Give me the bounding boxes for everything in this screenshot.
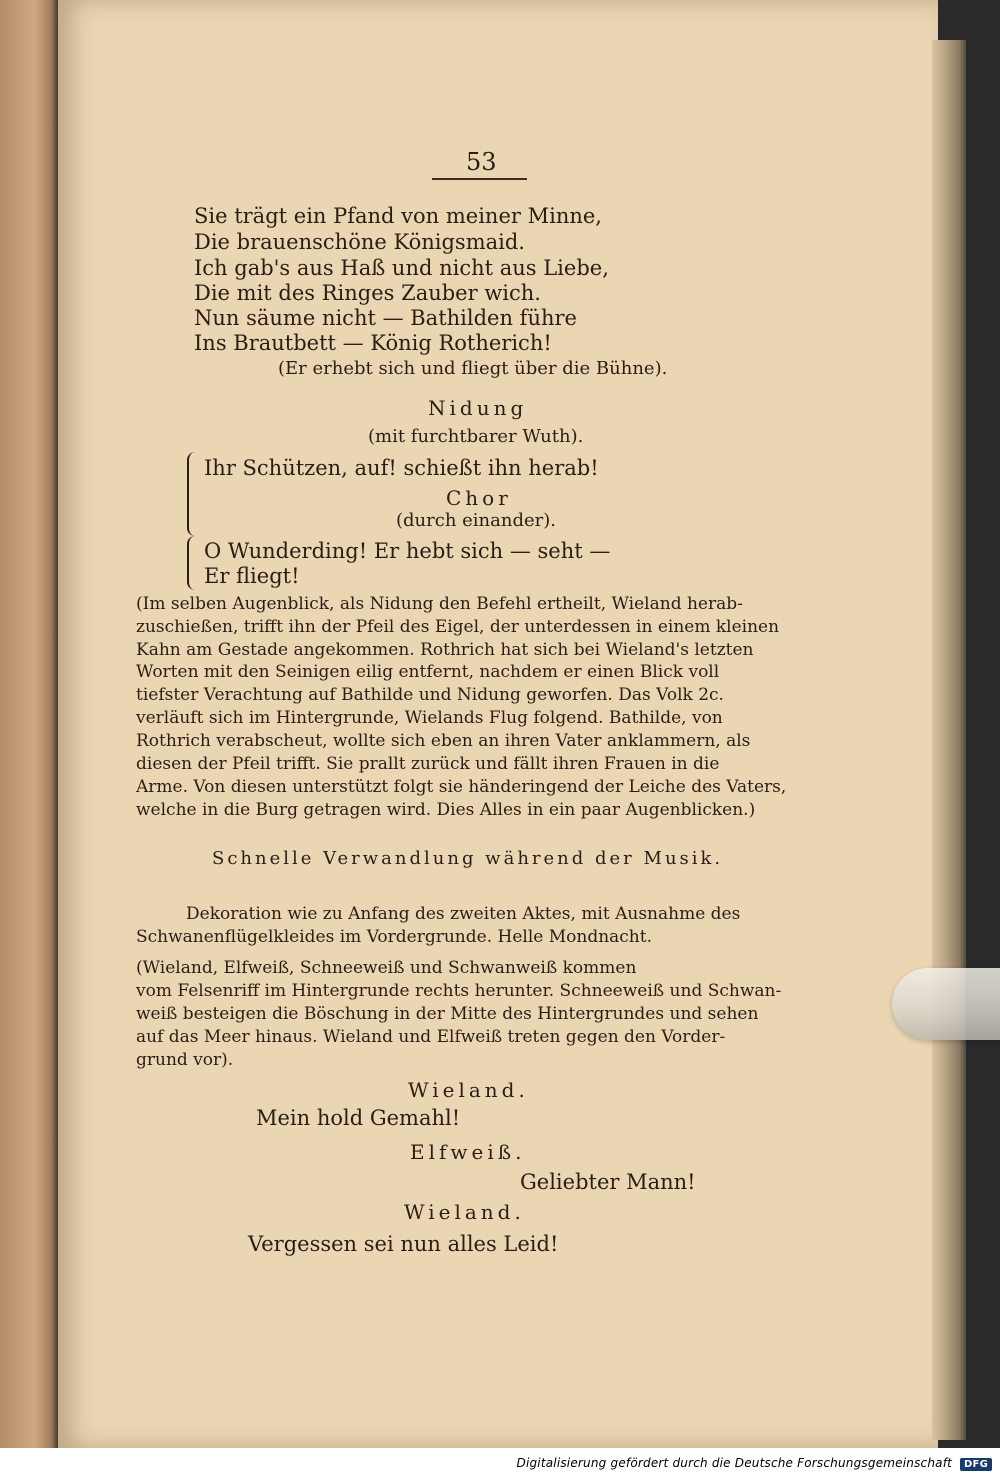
decoration-line: Schwanenflügelkleides im Vordergrunde. Helle Mondnacht. (136, 927, 652, 947)
decoration-line: Dekoration wie zu Anfang des zweiten Aktes, mit Ausnahme des (186, 904, 741, 924)
prose-line: vom Felsenriff im Hintergrunde rechts herunter. Schneeweiß und Schwan- (136, 981, 782, 1001)
verse-line: Sie trägt ein Pfand von meiner Minne, (194, 204, 602, 228)
stage-direction: (Er erhebt sich und fliegt über die Bühne). (278, 358, 668, 379)
prose-line: (Wieland, Elfweiß, Schneeweiß und Schwanweiß kommen (136, 958, 637, 978)
dialogue-line: Ihr Schützen, auf! schießt ihn herab! (204, 456, 599, 480)
prose-line: verläuft sich im Hintergrunde, Wielands Flug folgend. Bathilde, von (136, 708, 723, 728)
verse-line: Ich gab's aus Haß und nicht aus Liebe, (194, 256, 609, 280)
previous-page-edge (0, 0, 58, 1479)
speaker-name: Elfweiß. (410, 1140, 526, 1164)
prose-line: welche in die Burg getragen wird. Dies Alles in ein paar Augenblicken.) (136, 800, 756, 820)
prose-line: diesen der Pfeil trifft. Sie prallt zurück und fällt ihren Frauen in die (136, 754, 720, 774)
prose-line: zuschießen, trifft ihn der Pfeil des Eigel, der unterdessen in einem kleinen (136, 617, 780, 637)
dialogue-line: O Wunderding! Er hebt sich — seht — (204, 539, 611, 563)
prose-line: Rothrich verabscheut, wollte sich eben an ihren Vater anklammern, als (136, 731, 751, 751)
speaker-name: Chor (446, 486, 512, 510)
footer-credit (517, 1456, 993, 1471)
speaker-name: Nidung (428, 396, 528, 420)
page-clip-tab (892, 968, 1000, 1040)
bracket (187, 452, 201, 536)
prose-line: grund vor). (136, 1050, 234, 1070)
page-stack-edge (932, 40, 966, 1440)
verse-line: Die brauenschöne Königsmaid. (194, 230, 525, 254)
prose-line: auf das Meer hinaus. Wieland und Elfweiß treten gegen den Vorder- (136, 1027, 726, 1047)
prose-line: (Im selben Augenblick, als Nidung den Befehl ertheilt, Wieland herab- (136, 594, 743, 614)
verse-line: Ins Brautbett — König Rotherich! (194, 331, 552, 355)
speaker-name: Wieland. (404, 1200, 525, 1224)
stage-direction: (mit furchtbarer Wuth). (368, 426, 584, 447)
dialogue-line: Mein hold Gemahl! (256, 1106, 461, 1130)
dfg-logo: DFG (960, 1458, 992, 1471)
scene-change-heading: Schnelle Verwandlung während der Musik. (212, 848, 724, 869)
bracket (187, 536, 201, 590)
footer-credit-text: Digitalisierung gefördert durch die Deutsche Forschungsgemeinschaft (516, 1456, 953, 1470)
dialogue-line: Er fliegt! (204, 564, 300, 588)
verse-line: Die mit des Ringes Zauber wich. (194, 281, 541, 305)
page-number-rule (432, 178, 527, 180)
speaker-name: Wieland. (408, 1078, 529, 1102)
prose-line: Kahn am Gestade angekommen. Rothrich hat sich bei Wieland's letzten (136, 640, 754, 660)
prose-line: tiefster Verachtung auf Bathilde und Nidung geworfen. Das Volk 2c. (136, 685, 724, 705)
dialogue-line: Geliebter Mann! (520, 1170, 696, 1194)
prose-line: Arme. Von diesen unterstützt folgt sie händeringend der Leiche des Vaters, (136, 777, 787, 797)
prose-line: weiß besteigen die Böschung in der Mitte des Hintergrundes und sehen (136, 1004, 759, 1024)
verse-line: Nun säume nicht — Bathilden führe (194, 306, 577, 330)
page-number: 53 (466, 148, 497, 176)
prose-line: Worten mit den Seinigen eilig entfernt, nachdem er einen Blick voll (136, 662, 720, 682)
stage-direction: (durch einander). (396, 510, 556, 531)
dialogue-line: Vergessen sei nun alles Leid! (248, 1232, 559, 1256)
